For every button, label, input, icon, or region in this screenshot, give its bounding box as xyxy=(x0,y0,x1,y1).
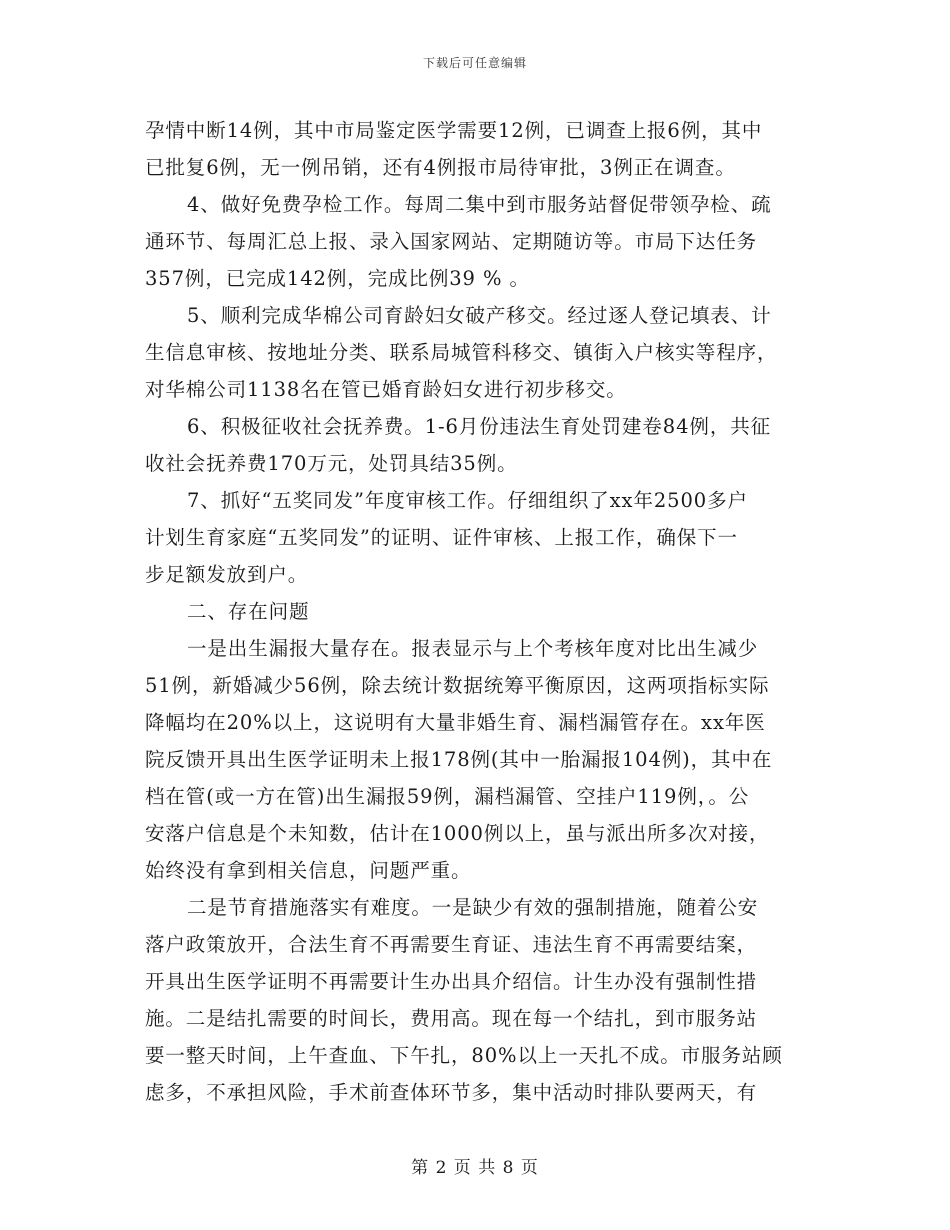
text-line: 孕情中断14例，其中市局鉴定医学需要12例，已调查上报6例，其中 xyxy=(145,119,763,142)
text-line: 步足额发放到户。 xyxy=(145,563,309,586)
document-body xyxy=(145,112,810,1111)
text-line: 要一整天时间，上午查血、下午扎，80%以上一天扎不成。市服务站顾 xyxy=(145,1044,783,1067)
paragraph-item-4: 4、做好免费孕检工作。每周二集中到市服务站督促带领孕检、疏 xyxy=(187,193,772,216)
text-line: 开具出生医学证明不再需要计生办出具介绍信。计生办没有强制性措 xyxy=(145,970,758,993)
page-number-footer: 第 2 页 共 8 页 xyxy=(411,1158,539,1178)
text-line: 落户政策放开，合法生育不再需要生育证、违法生育不再需要结案， xyxy=(145,933,758,956)
text-line: 档在管(或一方在管)出生漏报59例，漏档漏管、空挂户119例，。公 xyxy=(145,785,750,808)
text-line: 已批复6例，无一例吊销，还有4例报市局待审批，3例正在调查。 xyxy=(145,156,736,179)
text-line: 对华棉公司1138名在管已婚育龄妇女进行初步移交。 xyxy=(145,378,627,401)
paragraph-item-7: 7、抓好“五奖同发”年度审核工作。仔细组织了xx年2500多户 xyxy=(187,489,748,512)
text-line: 降幅均在20%以上，这说明有大量非婚生育、漏档漏管存在。xx年医 xyxy=(145,711,766,734)
paragraph-item-5: 5、顺利完成华棉公司育龄妇女破产移交。经过逐人登记填表、计 xyxy=(187,304,772,327)
text-line: 计划生育家庭“五奖同发”的证明、证件审核、上报工作，确保下一 xyxy=(145,526,738,549)
section-heading: 二、存在问题 xyxy=(187,600,310,623)
text-line: 虑多，不承担风险，手术前查体环节多，集中活动时排队要两天，有 xyxy=(145,1081,758,1104)
text-line: 51例，新婚减少56例，除去统计数据统筹平衡原因，这两项指标实际 xyxy=(145,674,770,697)
text-line: 生信息审核、按地址分类、联系局城管科移交、镇街入户核实等程序， xyxy=(145,341,778,364)
paragraph-item-6: 6、积极征收社会抚养费。1-6月份违法生育处罚建卷84例，共征 xyxy=(187,415,772,438)
page-header: 下载后可任意编辑 xyxy=(422,56,527,70)
text-line: 安落户信息是个未知数，估计在1000例以上，虽与派出所多次对接， xyxy=(145,822,770,845)
text-line: 始终没有拿到相关信息，问题严重。 xyxy=(145,859,472,882)
paragraph-issue-1: 一是出生漏报大量存在。报表显示与上个考核年度对比出生减少 xyxy=(187,637,759,660)
paragraph-issue-2: 二是节育措施落实有难度。一是缺少有效的强制措施，随着公安 xyxy=(187,896,759,919)
text-line: 357例，已完成142例，完成比例39 % 。 xyxy=(145,267,530,290)
text-line: 通环节、每周汇总上报、录入国家网站、定期随访等。市局下达任务 xyxy=(145,230,758,253)
text-line: 施。二是结扎需要的时间长，费用高。现在每一个结扎，到市服务站 xyxy=(145,1007,758,1030)
text-line: 院反馈开具出生医学证明未上报178例(其中一胎漏报104例)，其中在 xyxy=(145,748,773,771)
text-line: 收社会抚养费170万元，处罚具结35例。 xyxy=(145,452,518,475)
